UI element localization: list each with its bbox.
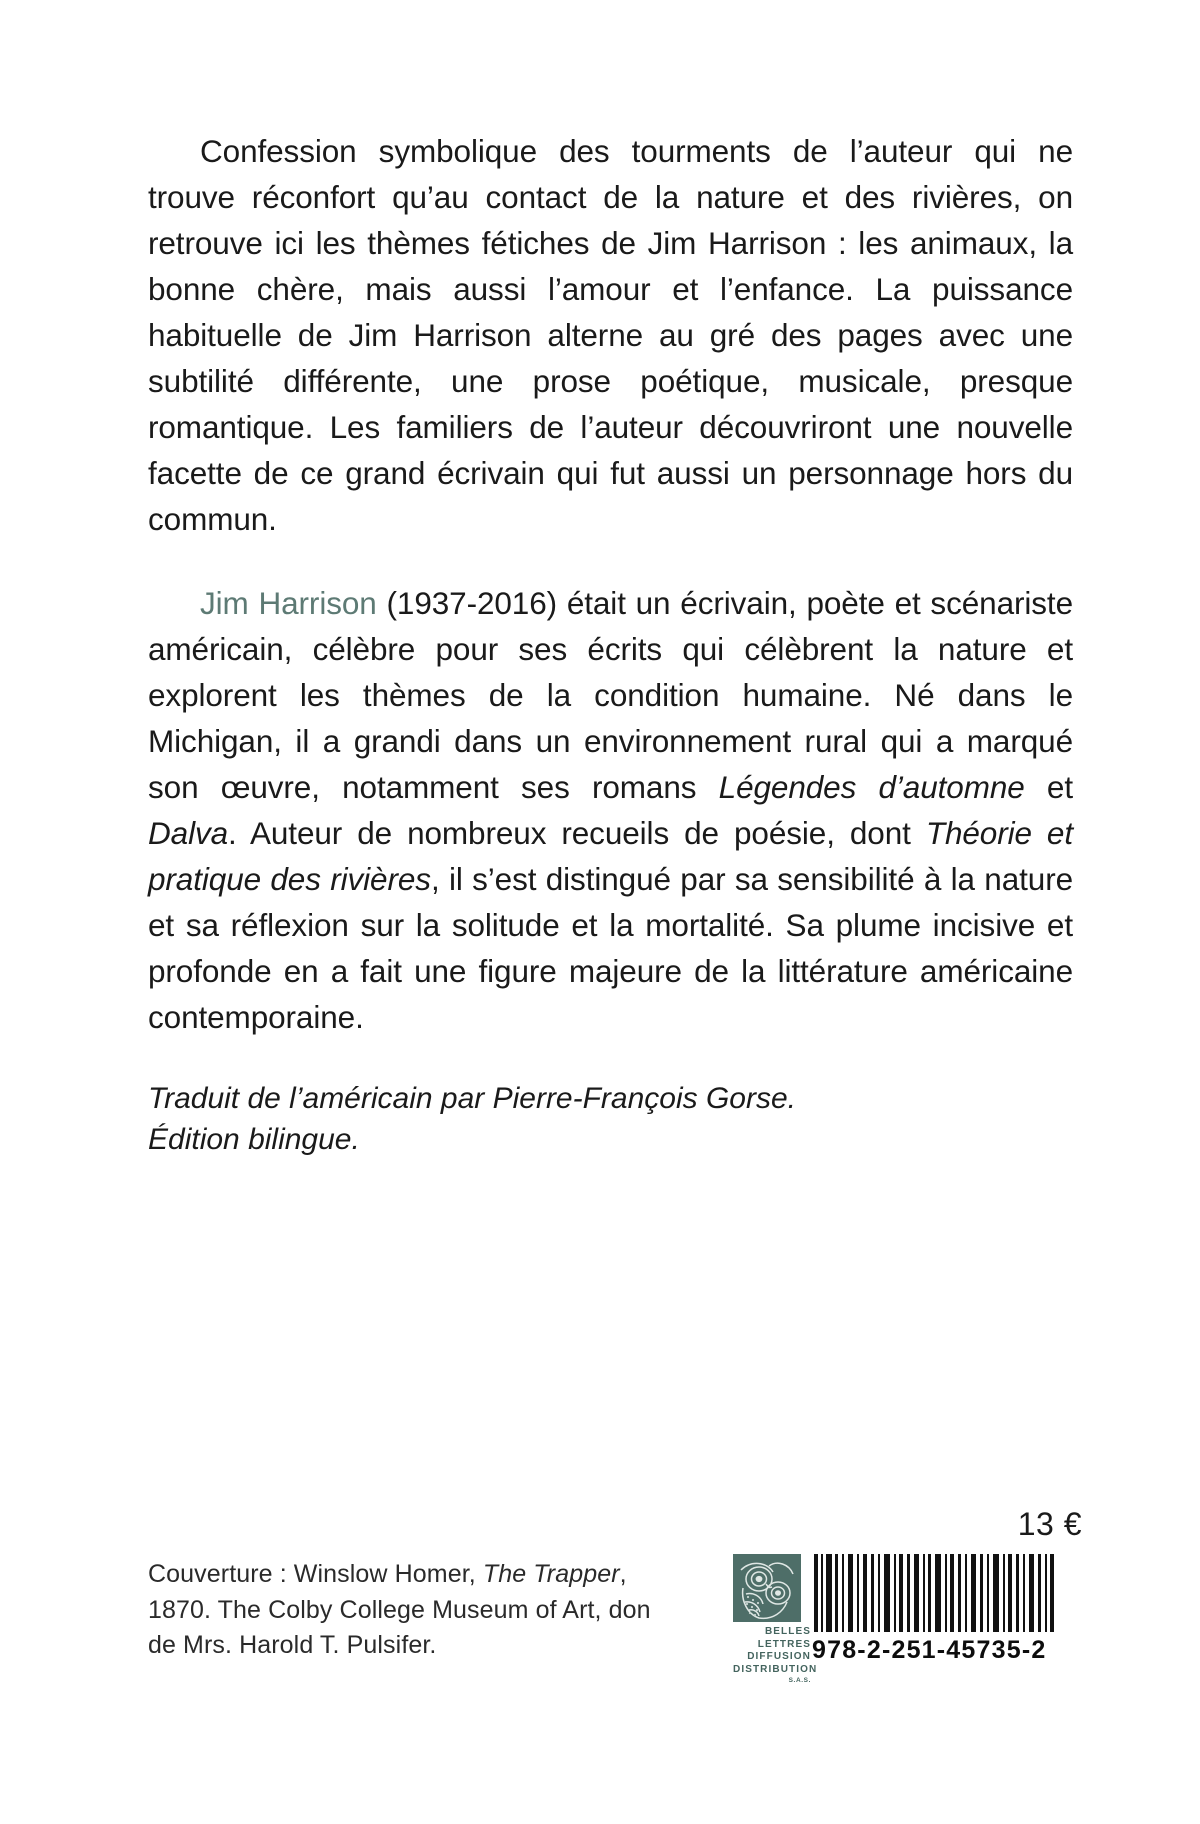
owl-emblem-icon <box>733 1554 801 1622</box>
blurb-paragraph: Confession symbolique des tourments de l’auteur qui ne trouve réconfort qu’au contact de la nature et des rivières, on retrouve ici les thèmes fétiches de Jim Harrison : les animaux, la bonne chère, mais aussi l’amour et l’enfance. La puissance habituelle de Jim Harrison alterne au gré des pages avec une subtilité différente, une prose poétique, musicale, presque romantique. Les familiers de l’auteur découvriront une nouvelle facette de ce grand écrivain qui fut aussi un personnage hors du commun. <box>148 133 1073 537</box>
translation-credits-block <box>148 1078 1073 1160</box>
book-title-dalva: Dalva <box>148 815 229 851</box>
imprint-wordmark <box>733 1626 818 1686</box>
imprint-line-1: BELLES LETTRES <box>757 1626 811 1650</box>
cover-artwork-credit <box>148 1557 668 1664</box>
bio-segment-3: . Auteur de nombreux recueils de poésie, dont <box>228 815 926 851</box>
isbn-number: 978-2-251-45735-2 <box>812 1636 1047 1664</box>
ean13-barcode-icon <box>812 1554 1056 1632</box>
imprint-line-3: DISTRIBUTION <box>733 1663 818 1675</box>
imprint-line-4: S.A.S. <box>788 1677 811 1684</box>
bio-segment-2: et <box>1024 769 1073 805</box>
cover-credit-suffix: , <box>619 1560 627 1588</box>
cover-credit-line3: don de Mrs. Harold T. Pulsifer. <box>148 1595 651 1659</box>
cover-credit-prefix: Couverture : Winslow Homer, <box>148 1560 483 1588</box>
barcode-block <box>812 1554 1056 1665</box>
translation-credit-line: Traduit de l’américain par Pierre-François Gorse. <box>148 1082 797 1115</box>
author-bio-paragraph <box>148 580 1073 1040</box>
cover-artwork-title: The Trapper <box>482 1560 620 1588</box>
bio-segment-4: , il s’est distingué par sa sensibilité à la nature et sa réflexion sur la solitude et la mortalité. Sa plume incisive et profonde en a fait une figure majeure de la littérature américaine contemporaine. <box>148 861 1073 1035</box>
book-title-legendes: Légendes d’automne <box>718 769 1025 805</box>
author-name-highlight: Jim Harrison <box>200 585 377 621</box>
bio-segment-1: (1937-2016) était un écrivain, poète et scénariste américain, célèbre pour ses écrits qui célèbrent la nature et explorent les thèmes de la condition humaine. Né dans le Michigan, il a grandi dans un environnement rural qui a marqué son œuvre, notamment ses romans <box>148 585 1073 805</box>
imprint-line-2: DIFFUSION <box>747 1651 811 1662</box>
edition-credit-line: Édition bilingue. <box>148 1123 360 1156</box>
cover-credit-line2: 1870. The Colby College Museum of Art, <box>148 1595 602 1624</box>
price-label: 13 € <box>1017 1506 1082 1542</box>
book-title-theorie: Théorie et pratique des rivières <box>148 815 1074 897</box>
text-content-block <box>148 128 1073 1160</box>
